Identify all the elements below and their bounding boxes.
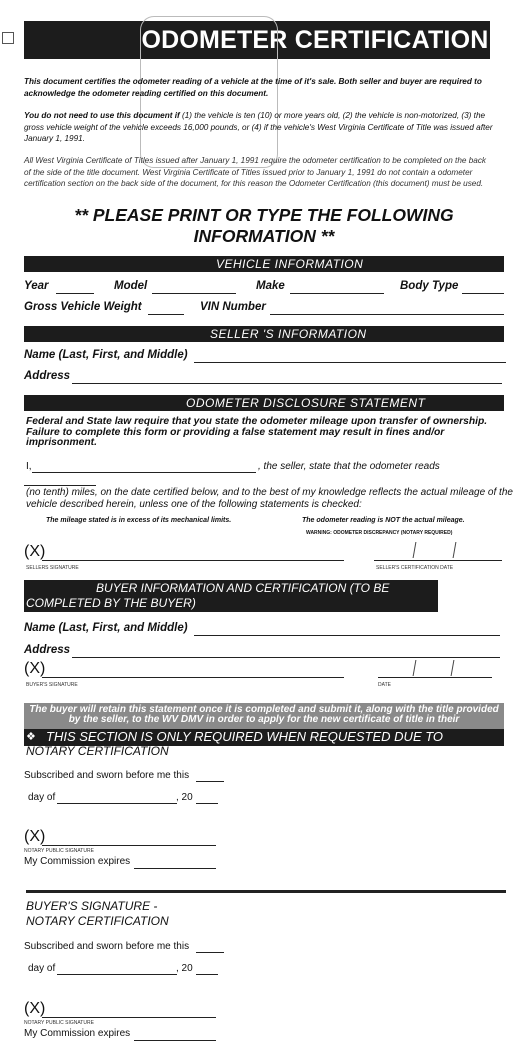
i-prefix: I, <box>26 461 32 472</box>
seller-name-field[interactable] <box>194 362 506 363</box>
seller-address-field[interactable] <box>72 383 502 384</box>
model-field[interactable] <box>152 293 236 294</box>
intro-paragraph-2-rest: (1) the vehicle is ten (10) or more years old, (2) the vehicle is non-motorized, (3) the gross vehicle weight of the vehicle exceeds 16,000 pounds, or (4) if the vehicle's West Virginia Certificate of Title was issued after January 1, 1991. <box>24 111 493 143</box>
seller-state-text: , the seller, state that the odometer reads <box>258 461 440 472</box>
mechanical-limits-option[interactable]: The mileage stated is in excess of its mechanical limits. <box>46 517 232 524</box>
subscribed-text: Subscribed and sworn before me this <box>24 770 190 781</box>
diamond-bullet-icon: ❖ <box>26 731 36 743</box>
intro-paragraph-2 <box>24 110 494 145</box>
buyer-month-field[interactable] <box>57 974 177 975</box>
buyer-year-prefix: , 20 <box>176 963 193 974</box>
buyer-year-suffix-field[interactable] <box>196 974 218 975</box>
seller-name-label: Name (Last, First, and Middle) <box>24 349 188 361</box>
vehicle-info-header-text: VEHICLE INFORMATION <box>216 257 364 271</box>
intro-paragraph-3: All West Virginia Certificate of Titles issued after January 1, 1991 require the odometer certification to be completed on the back of the side of the title document. West Virginia Certificate of Titles issued prior to January 1, 1991 do not contain a odometer certification section on the back side of the document, for this reason the Odometer Certification (this document) must be used. <box>24 156 487 188</box>
buyer-address-field[interactable] <box>72 657 500 658</box>
disclosure-header-text: ODOMETER DISCLOSURE STATEMENT <box>186 396 426 410</box>
buyer-notary-signature-caption: NOTARY PUBLIC SIGNATURE <box>24 1020 94 1026</box>
buyer-date-field[interactable] <box>378 677 492 678</box>
seller-certification-date-field[interactable] <box>374 560 502 561</box>
year-field[interactable] <box>56 293 94 294</box>
buyer-signature-x: (X) <box>24 660 46 677</box>
seller-printed-name-field[interactable] <box>32 472 256 473</box>
buyer-notary-signature-field[interactable] <box>42 1017 216 1018</box>
buyer-signature-field[interactable] <box>42 677 344 678</box>
model-label: Model <box>114 280 148 292</box>
buyer-subscribed-text: Subscribed and sworn before me this <box>24 941 190 952</box>
section-divider <box>26 890 506 893</box>
mileage-statement: (no tenth) miles, on the date certified below, and to the best of my knowledge reflects the actual mileage of the vehicle described herein, unless one of the following statements is checked: <box>26 487 513 510</box>
vehicle-info-header <box>24 256 504 272</box>
notary-banner-text: THIS SECTION IS ONLY REQUIRED WHEN REQUESTED DUE TO <box>46 729 444 744</box>
seller-info-header-text: SELLER 'S INFORMATION <box>210 327 367 341</box>
not-actual-mileage-option[interactable]: The odometer reading is NOT the actual mileage. <box>302 517 465 524</box>
buyer-commission-expires-text: My Commission expires <box>24 1028 131 1039</box>
buyer-notary-title-1: BUYER'S SIGNATURE - <box>26 899 158 913</box>
notary-signature-x: (X) <box>24 828 46 845</box>
buyer-day-of-text: day of <box>28 963 56 974</box>
commission-expires-text: My Commission expires <box>24 856 131 867</box>
buyer-retain-note-text: The buyer will retain this statement once it is completed and submit it, along with the title provided by the seller, to the WV DMV in order to apply for the new certificate of title in their <box>29 704 499 725</box>
sellers-signature-caption: SELLERS SIGNATURE <box>26 565 79 571</box>
federal-law-statement: Federal and State law require that you state the odometer mileage upon transfer of ownership. Failure to complete this form or providing a false statement may result in fines and/or imprisonment. <box>26 416 488 448</box>
buyer-notary-title-2: NOTARY CERTIFICATION <box>26 914 169 928</box>
year-suffix-field[interactable] <box>196 803 218 804</box>
print-instruction: ** PLEASE PRINT OR TYPE THE FOLLOWING INFORMATION ** <box>74 205 454 246</box>
month-field[interactable] <box>57 803 177 804</box>
seller-info-header <box>24 326 504 342</box>
date-separator <box>453 542 457 558</box>
notary-certification-title: NOTARY CERTIFICATION <box>26 744 169 758</box>
make-field[interactable] <box>290 293 384 294</box>
buyer-header-line-1: BUYER INFORMATION AND CERTIFICATION (TO BE <box>96 581 390 595</box>
gross-vehicle-weight-field[interactable] <box>148 314 184 315</box>
seller-signature-field[interactable] <box>42 560 344 561</box>
buyers-signature-caption: BUYER'S SIGNATURE <box>26 682 78 688</box>
intro-paragraph-1: This document certifies the odometer reading of a vehicle at the time of it's sale. Both seller and buyer are required to acknowledge the odometer reading certified on this document. <box>24 77 482 98</box>
buyer-address-label: Address <box>24 644 71 656</box>
body-type-field[interactable] <box>462 293 504 294</box>
year-prefix: , 20 <box>176 792 193 803</box>
buyer-notary-signature-x: (X) <box>24 1000 46 1017</box>
buyer-commission-date-field[interactable] <box>134 1040 216 1041</box>
subscribed-day-field[interactable] <box>196 781 224 782</box>
buyer-subscribed-day-field[interactable] <box>196 952 224 953</box>
day-of-text: day of <box>28 792 56 803</box>
odometer-reading-field[interactable] <box>24 485 96 486</box>
vin-label: VIN Number <box>200 301 266 313</box>
vin-field[interactable] <box>270 314 504 315</box>
discrepancy-warning: WARNING: ODOMETER DISCREPANCY (NOTARY REQUIRED) <box>306 530 453 536</box>
intro-paragraph-2-lead: You do not need to use this document if <box>24 111 180 120</box>
notary-signature-caption: NOTARY PUBLIC SIGNATURE <box>24 848 94 854</box>
disclosure-header <box>24 395 504 411</box>
date-separator <box>413 542 417 558</box>
make-label: Make <box>256 280 285 292</box>
commission-date-field[interactable] <box>134 868 216 869</box>
buyer-name-label: Name (Last, First, and Middle) <box>24 622 188 634</box>
date-separator <box>413 660 417 676</box>
seller-signature-x: (X) <box>24 543 46 560</box>
buyer-name-field[interactable] <box>194 635 500 636</box>
corner-checkbox <box>2 32 14 44</box>
seller-cert-date-caption: SELLER'S CERTIFICATION DATE <box>376 565 454 571</box>
buyer-date-caption: DATE <box>378 682 391 688</box>
buyer-retain-note <box>24 703 504 729</box>
date-separator <box>451 660 455 676</box>
gross-vehicle-weight-label: Gross Vehicle Weight <box>24 301 142 313</box>
page-title: ODOMETER CERTIFICATION <box>141 26 489 54</box>
body-type-label: Body Type <box>400 280 459 292</box>
seller-address-label: Address <box>24 370 71 382</box>
year-label: Year <box>24 280 49 292</box>
buyer-header-line-2: COMPLETED BY THE BUYER) <box>26 596 196 610</box>
notary-signature-field[interactable] <box>42 845 216 846</box>
